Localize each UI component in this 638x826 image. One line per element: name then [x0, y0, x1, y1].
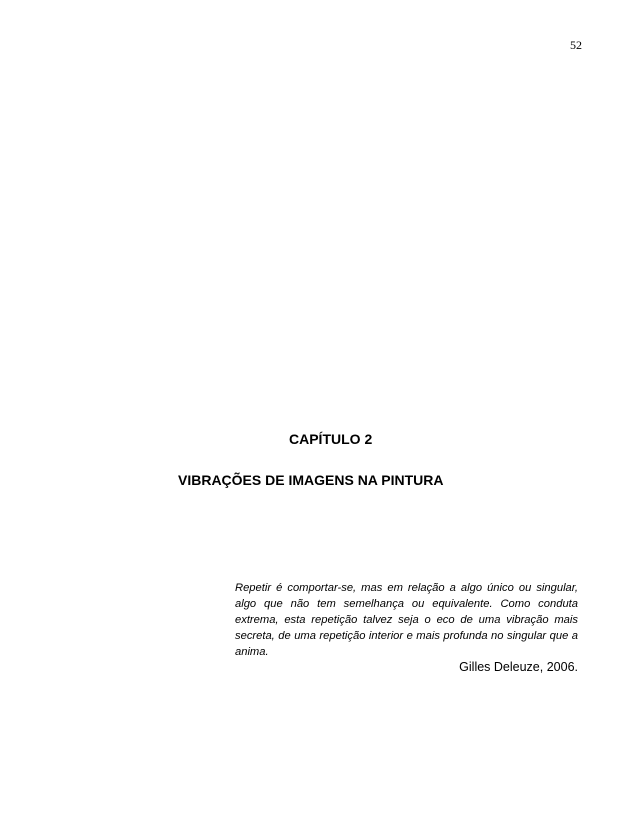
page-number: 52: [570, 38, 582, 52]
epigraph-quote: Repetir é comportar-se, mas em relação a algo único ou singular, algo que não tem semelhança ou equivalente. Como conduta extrema, esta repetição talvez seja o eco de uma vibração mais secreta, de uma repetição interior e mais profunda no singular que a anima.: [235, 582, 578, 658]
chapter-title: VIBRAÇÕES DE IMAGENS NA PINTURA: [178, 472, 444, 488]
epigraph-attribution: Gilles Deleuze, 2006.: [459, 660, 578, 674]
chapter-label: CAPÍTULO 2: [289, 431, 373, 447]
